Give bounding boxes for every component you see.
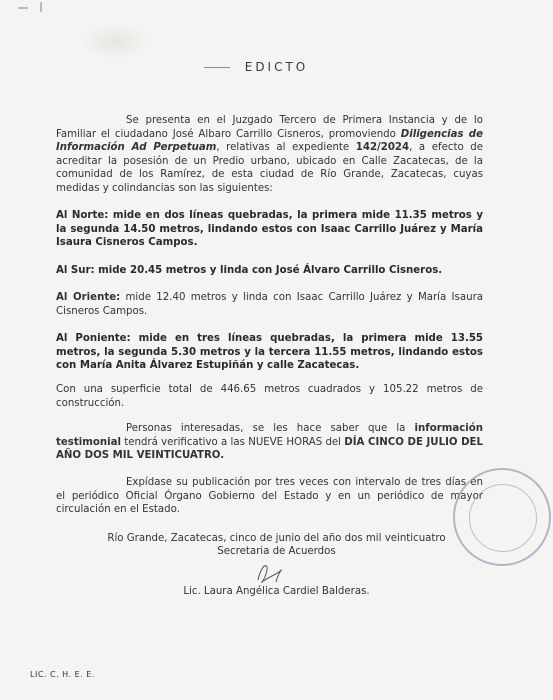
- superficie-paragraph: Con una superficie total de 446.65 metros cuadrados y 105.22 metros de construcción.: [56, 384, 483, 409]
- document-title: EDICTO: [244, 60, 309, 74]
- sur-paragraph: Al Sur: mide 20.45 metros y linda con José Álvaro Carrillo Cisneros.: [56, 265, 443, 276]
- oriente-paragraph: [56, 291, 483, 318]
- intro-text-start: Se presenta en el Juzgado Tercero de Primera Instancia y de lo Familiar el ciudadano José Albaro Carrillo Cisneros, promoviendo: [56, 115, 483, 140]
- official-seal: [453, 468, 551, 566]
- cargo-firmante: Secretaria de Acuerdos: [217, 546, 336, 557]
- expediente-number: 142/2024: [355, 142, 410, 154]
- diligencias-label: Diligencias de Información Ad Perpetuam: [56, 128, 483, 154]
- intro-paragraph: [56, 114, 483, 196]
- interesadas-text-start: Personas interesadas, se les hace saber que la: [126, 423, 415, 434]
- oriente-text: mide 12.40 metros y linda con Isaac Carrillo Juárez y María Isaura Cisneros Campos.: [56, 292, 484, 317]
- interesadas-paragraph: [56, 422, 483, 463]
- informacion-testimonial: información testimonial: [56, 423, 483, 448]
- intro-text-end: , a efecto de acreditar la posesión de un Predio urbano, ubicado en Calle Zacatecas, de la comunidad de los Ramírez, de esta ciudad de Río Grande, Zacatecas, cuyas medidas y colindancias son las siguientes:: [56, 142, 483, 194]
- nombre-firmante: Lic. Laura Angélica Cardiel Balderas.: [183, 586, 370, 597]
- lugar-fecha: Río Grande, Zacatecas, cinco de junio del año dos mil veinticuatro: [107, 533, 446, 544]
- poniente-paragraph: Al Poniente: mide en tres líneas quebradas, la primera mide 13.55 metros, la segunda 5.30 metros y la tercera 11.55 metros, lindando estos con María Anita Álvarez Estupiñán y calle Zacatecas.: [56, 333, 483, 372]
- footer-initials: LIC. C. H. E. E.: [30, 670, 95, 679]
- expidase-paragraph: Expídase su publicación por tres veces con intervalo de tres días en el periódico Oficial Órgano Gobierno del Estado y en un periódico de mayor circulación en el Estado.: [56, 477, 483, 516]
- intro-text-mid: , relativas al expediente: [216, 142, 356, 154]
- fecha-audiencia: DÍA CINCO DE JULIO DEL AÑO DOS MIL VEINTICUATRO.: [56, 436, 484, 462]
- scan-smudge: [80, 24, 150, 60]
- norte-paragraph: Al Norte: mide en dos líneas quebradas, la primera mide 11.35 metros y la segunda 14.50 metros, lindando estos con Isaac Carrillo Juárez y María Isaura Cisneros Campos.: [56, 210, 483, 249]
- interesadas-text-mid: tendrá verificativo a las NUEVE HORAS del: [120, 436, 345, 448]
- signature-scribble: [250, 558, 290, 588]
- oriente-label: Al Oriente:: [56, 292, 121, 303]
- scan-mark: [18, 2, 48, 16]
- seal-inner-ring: [469, 484, 537, 552]
